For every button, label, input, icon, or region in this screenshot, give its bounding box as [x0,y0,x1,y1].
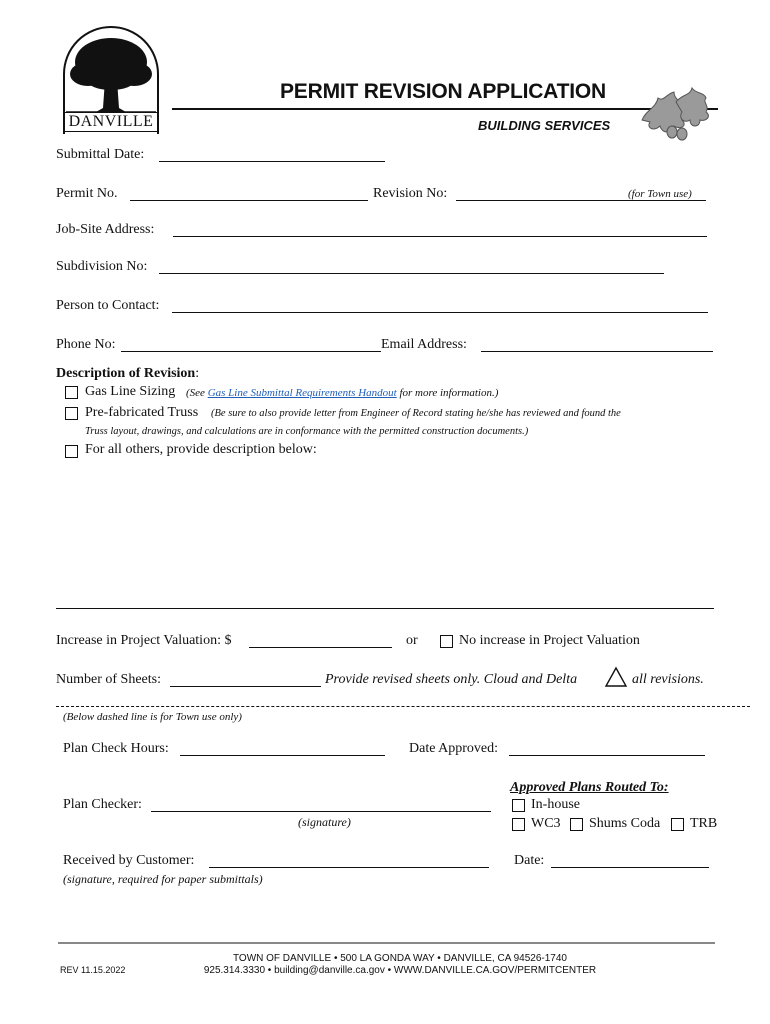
revision-no-label: Revision No: [373,186,448,201]
plan-checker-signature-note: (signature) [298,815,351,829]
delta-icon [604,666,628,688]
gas-line-note-post: for more information.) [396,387,499,399]
submittal-date-field[interactable] [159,161,385,162]
person-to-contact-label: Person to Contact: [56,298,160,313]
shums-coda-label: Shums Coda [589,816,661,831]
truss-note-line-1: (Be sure to also provide letter from Engineer of Record stating he/she has reviewed and found the [211,408,621,419]
no-increase-label: No increase in Project Valuation [459,633,640,648]
plan-check-hours-label: Plan Check Hours: [63,741,169,756]
description-heading-colon: : [195,366,200,381]
others-checkbox[interactable] [65,445,78,458]
truss-note-line-2: Truss layout, drawings, and calculations are in conformance with the permitted construction documents.) [85,426,529,437]
in-house-checkbox[interactable] [512,799,525,812]
routed-heading: Approved Plans Routed To: [510,780,669,795]
plan-check-hours-field[interactable] [180,755,385,756]
oak-leaf-icon [636,80,718,142]
gas-line-note [186,387,498,399]
or-text: or [406,633,418,648]
email-address-field[interactable] [481,351,713,352]
trb-label: TRB [690,816,718,831]
danville-logo [58,22,164,138]
received-by-field[interactable] [209,867,489,868]
plan-checker-label: Plan Checker: [63,797,142,812]
increase-valuation-field[interactable] [249,647,392,648]
truss-checkbox[interactable] [65,407,78,420]
submittal-date-label: Submittal Date: [56,147,145,162]
number-of-sheets-field[interactable] [170,686,321,687]
footer-address: TOWN OF DANVILLE • 500 LA GONDA WAY • DANVILLE, CA 94526-1740 [233,953,567,964]
plan-checker-field[interactable] [151,811,491,812]
subdivision-no-label: Subdivision No: [56,259,148,274]
wc3-label: WC3 [531,816,561,831]
description-heading [56,366,199,382]
revision-no-field[interactable] [456,200,706,201]
sheets-note: Provide revised sheets only. Cloud and Delta [325,672,578,687]
dashed-divider [56,706,750,707]
description-heading-text: Description of Revision [56,366,196,381]
permit-no-field[interactable] [130,200,368,201]
logo-text: DANVILLE [64,112,158,132]
job-site-address-field[interactable] [173,236,707,237]
wc3-checkbox[interactable] [512,818,525,831]
footer-rule [58,942,715,944]
received-date-label: Date: [514,853,545,868]
revision-date: REV 11.15.2022 [60,965,126,975]
no-increase-checkbox[interactable] [440,635,453,648]
phone-no-label: Phone No: [56,337,116,352]
for-town-use-note: (for Town use) [628,188,692,200]
others-label: For all others, provide description below: [85,442,317,457]
received-date-field[interactable] [551,867,709,868]
shums-coda-checkbox[interactable] [570,818,583,831]
phone-no-field[interactable] [121,351,381,352]
footer-contact: 925.314.3330 • building@danville.ca.gov • WWW.DANVILLE.CA.GOV/PERMITCENTER [203,965,597,976]
job-site-address-label: Job-Site Address: [56,222,155,237]
truss-label: Pre-fabricated Truss [85,405,199,420]
sheets-note-end: all revisions. [632,672,704,687]
gas-line-note-pre: (See [186,387,208,399]
increase-valuation-label: Increase in Project Valuation: $ [56,633,232,648]
trb-checkbox[interactable] [671,818,684,831]
email-address-label: Email Address: [381,337,467,352]
in-house-label: In-house [531,797,580,812]
gas-line-checkbox[interactable] [65,386,78,399]
gas-line-label: Gas Line Sizing [85,384,176,399]
page-subtitle: BUILDING SERVICES [478,118,611,133]
person-to-contact-field[interactable] [172,312,708,313]
subdivision-no-field[interactable] [159,273,664,274]
received-by-note: (signature, required for paper submittals) [63,872,263,886]
gas-line-handout-link[interactable]: Gas Line Submittal Requirements Handout [207,387,397,399]
description-field[interactable] [56,608,714,609]
date-approved-label: Date Approved: [409,741,499,756]
town-use-note: (Below dashed line is for Town use only) [63,711,242,723]
page-title: PERMIT REVISION APPLICATION [280,80,606,103]
number-of-sheets-label: Number of Sheets: [56,672,161,687]
received-by-label: Received by Customer: [63,853,195,868]
date-approved-field[interactable] [509,755,705,756]
permit-no-label: Permit No. [56,186,118,201]
